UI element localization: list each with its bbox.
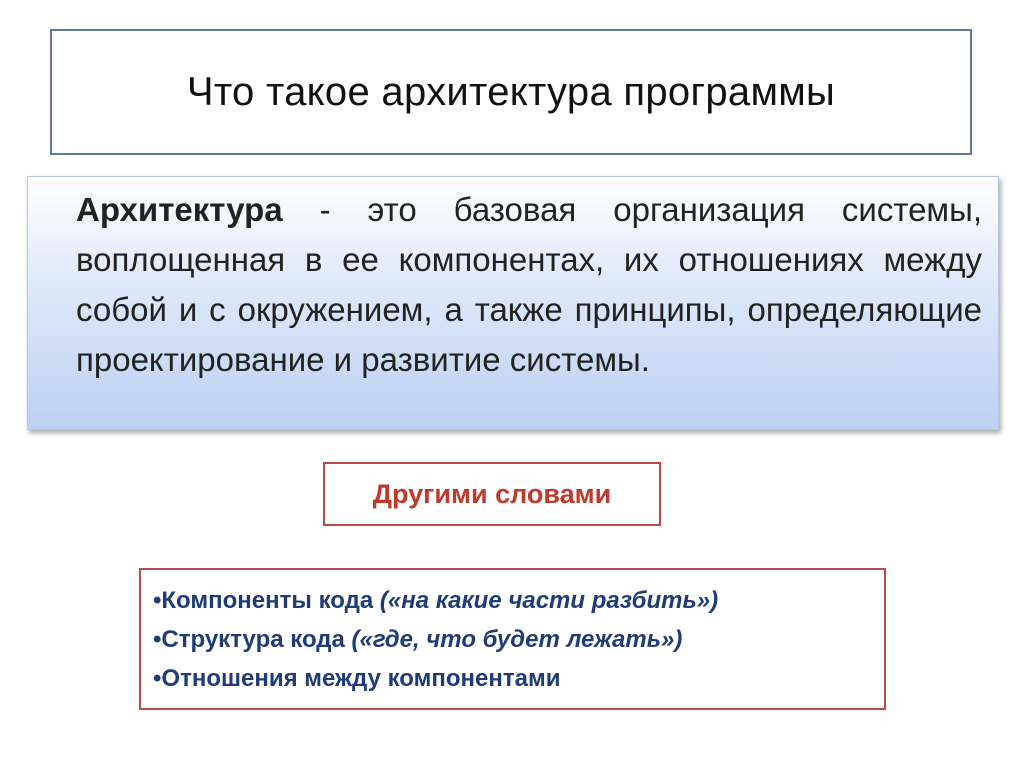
- bullet: •: [153, 665, 162, 692]
- other-words-label: Другими словами: [372, 478, 612, 509]
- list-item: [153, 659, 884, 698]
- definition-box: [27, 176, 999, 430]
- definition-body: - это базовая организация системы, воплощенная в ее компонентах, их отношениях между собой и с окружением, а также принципы, определяющие проектирование и развитие системы.: [76, 191, 982, 378]
- slide-title: Что такое архитектура программы: [186, 69, 836, 114]
- list-item-note: («на какие части разбить»): [379, 587, 719, 614]
- definition-paragraph: [76, 185, 982, 385]
- list-item-note: («где, что будет лежать»): [351, 626, 683, 653]
- other-words-callout: [323, 462, 661, 526]
- list-item-text: Структура кода: [161, 626, 352, 653]
- list-item: [153, 620, 884, 659]
- list-item-text: Компоненты кода: [161, 587, 380, 614]
- bullet: •: [153, 587, 162, 614]
- list-item-text: Отношения между компонентами: [161, 665, 561, 692]
- bullet: •: [153, 626, 162, 653]
- slide-title-box: [50, 29, 972, 155]
- list-item: [153, 581, 884, 620]
- summary-list-box: [139, 568, 886, 710]
- definition-term: Архитектура: [76, 191, 283, 228]
